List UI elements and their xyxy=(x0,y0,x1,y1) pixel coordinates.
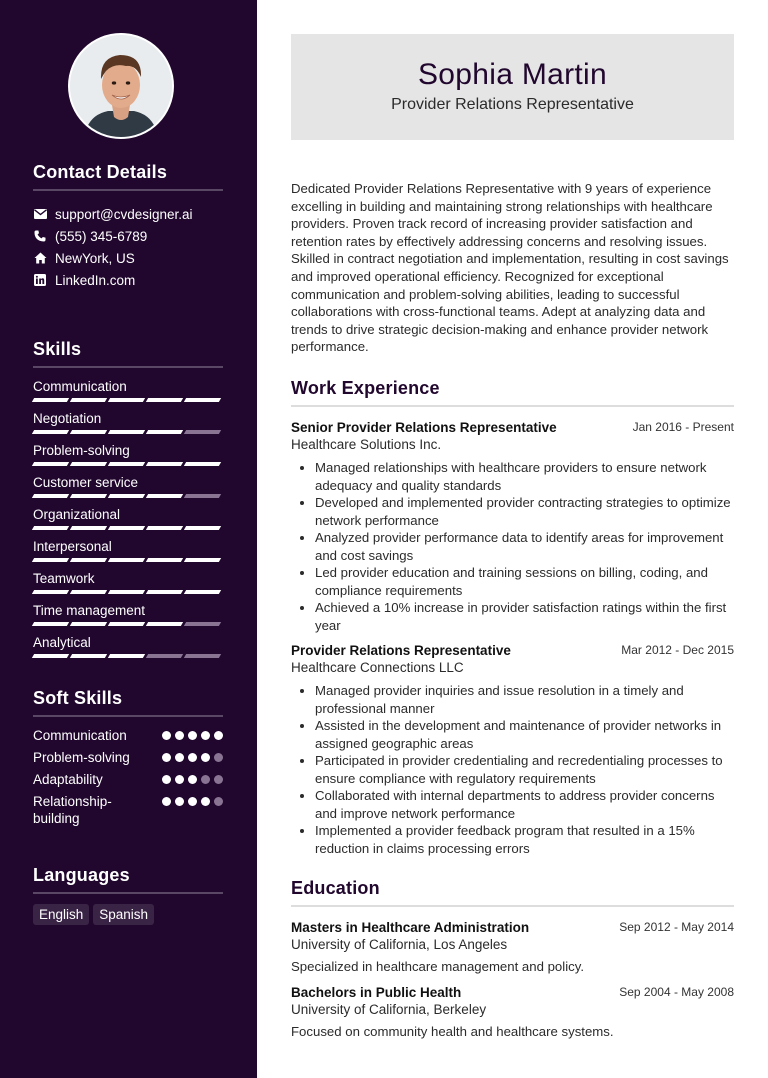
soft-skills-heading: Soft Skills xyxy=(33,688,223,717)
job-date: Mar 2012 - Dec 2015 xyxy=(621,643,734,657)
skill-level-segment xyxy=(146,590,183,594)
skill-label: Interpersonal xyxy=(33,539,112,554)
skill-level-segment xyxy=(146,558,183,562)
job-bullet: • Achieved a 10% increase in provider satisfaction ratings within the first year xyxy=(315,599,734,634)
phone-icon xyxy=(33,229,47,243)
skill-level-segment xyxy=(32,494,69,498)
job-bullet: • Managed relationships with healthcare providers to ensure network adequacy and quality standards xyxy=(315,459,734,494)
skill-level-segment xyxy=(184,590,221,594)
job-company: Healthcare Connections LLC xyxy=(291,660,464,675)
skill-level-segment xyxy=(146,462,183,466)
soft-skill-label: Relationship-building xyxy=(33,794,112,826)
skill-level-segment xyxy=(184,526,221,530)
skill-item xyxy=(33,538,223,570)
home-icon xyxy=(33,251,47,265)
education-school: University of California, Berkeley xyxy=(291,1002,487,1017)
skill-level-segment xyxy=(146,494,183,498)
skill-level-bar xyxy=(33,430,223,434)
skill-level-segment xyxy=(108,462,145,466)
skill-level-bar xyxy=(33,558,223,562)
skill-level-segment xyxy=(70,430,107,434)
skill-level-segment xyxy=(184,558,221,562)
contact-phone[interactable] xyxy=(33,225,223,247)
skill-label: Organizational xyxy=(33,507,121,522)
soft-skill-rating xyxy=(158,727,223,744)
skill-level-bar xyxy=(33,654,223,658)
contact-location-text: NewYork, US xyxy=(55,250,135,266)
rating-dot xyxy=(175,753,184,762)
skill-level-segment xyxy=(70,462,107,466)
education-entry xyxy=(291,919,734,975)
skill-level-bar xyxy=(33,526,223,530)
skill-level-bar xyxy=(33,398,223,402)
header xyxy=(291,34,734,140)
contact-linkedin-text: LinkedIn.com xyxy=(55,272,136,288)
skill-level-bar xyxy=(33,590,223,594)
skill-level-segment xyxy=(70,526,107,530)
languages-section xyxy=(33,865,223,925)
job-company: Healthcare Solutions Inc. xyxy=(291,437,442,452)
job-bullets xyxy=(291,682,734,857)
education-date: Sep 2012 - May 2014 xyxy=(619,920,734,934)
skill-level-segment xyxy=(108,590,145,594)
soft-skill-label: Problem-solving xyxy=(33,750,130,765)
skill-level-segment xyxy=(32,526,69,530)
rating-dot xyxy=(175,797,184,806)
rating-dot xyxy=(201,753,210,762)
contact-email-text: support@cvdesigner.ai xyxy=(55,206,193,222)
rating-dot xyxy=(162,775,171,784)
soft-skill-item xyxy=(33,749,223,766)
skills-heading: Skills xyxy=(33,339,223,368)
skills-list xyxy=(33,378,223,666)
skill-item xyxy=(33,634,223,666)
job-bullet: • Managed provider inquiries and issue resolution in a timely and professional manner xyxy=(315,682,734,717)
skill-level-segment xyxy=(146,526,183,530)
rating-dot xyxy=(162,753,171,762)
job-bullet: • Implemented a provider feedback program that resulted in a 15% reduction in claims processing errors xyxy=(315,822,734,857)
skill-level-segment xyxy=(108,526,145,530)
rating-dot xyxy=(214,775,223,784)
skill-level-segment xyxy=(70,494,107,498)
language-chip: Spanish xyxy=(93,904,154,925)
skill-level-segment xyxy=(32,462,69,466)
rating-dot xyxy=(201,775,210,784)
skill-level-segment xyxy=(108,654,145,658)
rating-dot xyxy=(214,731,223,740)
skill-level-segment xyxy=(146,622,183,626)
education-description: Specialized in healthcare management and policy. xyxy=(291,959,584,974)
soft-skill-rating xyxy=(158,793,223,827)
skill-item xyxy=(33,442,223,474)
skill-level-segment xyxy=(146,654,183,658)
skill-level-segment xyxy=(70,654,107,658)
contact-linkedin[interactable] xyxy=(33,269,223,291)
summary: Dedicated Provider Relations Representative with 9 years of experience excelling in building and maintaining strong relationships with healthcare providers. Proven track record of increasing provider satisfaction and retention rates by effectively addressing concerns and resolving issues. Skilled in contract negotiation and implementation, resulting in cost savings and improved operational efficiency. Recognized for exceptional communication and problem-solving abilities, leading to successful collaborations with cross-functional teams. Adept at analyzing data and trends to drive strategic decision-making and enhance provider network performance. xyxy=(291,181,729,355)
job-bullet: • Analyzed provider performance data to identify areas for improvement and cost savings xyxy=(315,529,734,564)
skill-item xyxy=(33,410,223,442)
skill-level-segment xyxy=(32,558,69,562)
soft-skill-rating xyxy=(158,749,223,766)
contact-location xyxy=(33,247,223,269)
skill-item xyxy=(33,506,223,538)
skill-level-segment xyxy=(184,430,221,434)
skill-level-bar xyxy=(33,494,223,498)
linkedin-icon xyxy=(33,273,47,287)
job-title: Senior Provider Relations Representative xyxy=(291,420,557,435)
work-section xyxy=(291,378,734,857)
skill-level-segment xyxy=(108,398,145,402)
rating-dot xyxy=(201,731,210,740)
soft-skill-label: Communication xyxy=(33,728,127,743)
job-entry xyxy=(291,419,734,634)
skill-level-bar xyxy=(33,622,223,626)
skill-level-segment xyxy=(32,430,69,434)
work-heading: Work Experience xyxy=(291,378,734,407)
candidate-title: Provider Relations Representative xyxy=(391,96,634,113)
soft-skill-item xyxy=(33,727,223,744)
education-date: Sep 2004 - May 2008 xyxy=(619,985,734,999)
skill-level-segment xyxy=(184,462,221,466)
soft-skills-list xyxy=(33,727,223,827)
job-entry xyxy=(291,642,734,857)
skill-level-segment xyxy=(108,494,145,498)
contact-phone-text: (555) 345-6789 xyxy=(55,228,148,244)
job-bullet: • Collaborated with internal departments to address provider concerns and improve network performance xyxy=(315,787,734,822)
rating-dot xyxy=(188,753,197,762)
candidate-name: Sophia Martin xyxy=(418,58,607,91)
skill-label: Analytical xyxy=(33,635,91,650)
job-date: Jan 2016 - Present xyxy=(632,420,734,434)
skill-level-segment xyxy=(70,398,107,402)
skill-level-segment xyxy=(70,558,107,562)
skill-level-segment xyxy=(70,622,107,626)
skill-level-segment xyxy=(184,654,221,658)
education-school: University of California, Los Angeles xyxy=(291,937,508,952)
rating-dot xyxy=(162,731,171,740)
skill-level-segment xyxy=(108,622,145,626)
profile-photo xyxy=(70,35,172,137)
rating-dot xyxy=(201,797,210,806)
education-entry xyxy=(291,984,734,1040)
sidebar xyxy=(0,0,257,1078)
rating-dot xyxy=(162,797,171,806)
skill-item xyxy=(33,570,223,602)
soft-skills-section xyxy=(33,688,223,832)
avatar xyxy=(68,33,174,139)
skill-item xyxy=(33,474,223,506)
job-title: Provider Relations Representative xyxy=(291,643,511,658)
languages-heading: Languages xyxy=(33,865,223,894)
contact-heading: Contact Details xyxy=(33,162,223,191)
soft-skill-item xyxy=(33,771,223,788)
education-heading: Education xyxy=(291,878,734,907)
job-bullet: • Developed and implemented provider contracting strategies to optimize network performance xyxy=(315,494,734,529)
job-bullet: • Assisted in the development and maintenance of provider networks in assigned geographic areas xyxy=(315,717,734,752)
skill-level-segment xyxy=(184,622,221,626)
rating-dot xyxy=(175,775,184,784)
job-bullet: • Participated in provider credentialing and recredentialing processes to ensure compliance with regulatory requirements xyxy=(315,752,734,787)
education-description: Focused on community health and healthcare systems. xyxy=(291,1024,614,1039)
skill-label: Problem-solving xyxy=(33,443,130,458)
skill-item xyxy=(33,602,223,634)
skill-level-segment xyxy=(32,654,69,658)
rating-dot xyxy=(175,731,184,740)
soft-skill-item xyxy=(33,793,223,827)
skill-level-segment xyxy=(70,590,107,594)
education-section xyxy=(291,878,734,1040)
soft-skill-rating xyxy=(158,771,223,788)
skill-level-segment xyxy=(32,590,69,594)
education-degree: Masters in Healthcare Administration xyxy=(291,920,530,935)
rating-dot xyxy=(214,797,223,806)
contact-section xyxy=(33,162,223,291)
language-chip: English xyxy=(33,904,89,925)
skill-level-segment xyxy=(146,398,183,402)
envelope-icon xyxy=(33,207,47,221)
job-bullets xyxy=(291,459,734,634)
skill-label: Negotiation xyxy=(33,411,102,426)
contact-email[interactable] xyxy=(33,203,223,225)
skill-level-bar xyxy=(33,462,223,466)
skill-level-segment xyxy=(108,430,145,434)
education-degree: Bachelors in Public Health xyxy=(291,985,462,1000)
skills-section xyxy=(33,339,223,666)
skill-level-segment xyxy=(108,558,145,562)
skill-level-segment xyxy=(32,622,69,626)
skill-label: Teamwork xyxy=(33,571,95,586)
languages-list xyxy=(33,904,223,925)
skill-level-segment xyxy=(184,398,221,402)
rating-dot xyxy=(188,731,197,740)
skill-level-segment xyxy=(32,398,69,402)
skill-level-segment xyxy=(184,494,221,498)
rating-dot xyxy=(188,797,197,806)
job-bullet: • Led provider education and training sessions on billing, coding, and compliance requirements xyxy=(315,564,734,599)
skill-label: Communication xyxy=(33,379,127,394)
skill-label: Time management xyxy=(33,603,146,618)
rating-dot xyxy=(188,775,197,784)
skill-item xyxy=(33,378,223,410)
skill-level-segment xyxy=(146,430,183,434)
skill-label: Customer service xyxy=(33,475,139,490)
rating-dot xyxy=(214,753,223,762)
soft-skill-label: Adaptability xyxy=(33,772,103,787)
